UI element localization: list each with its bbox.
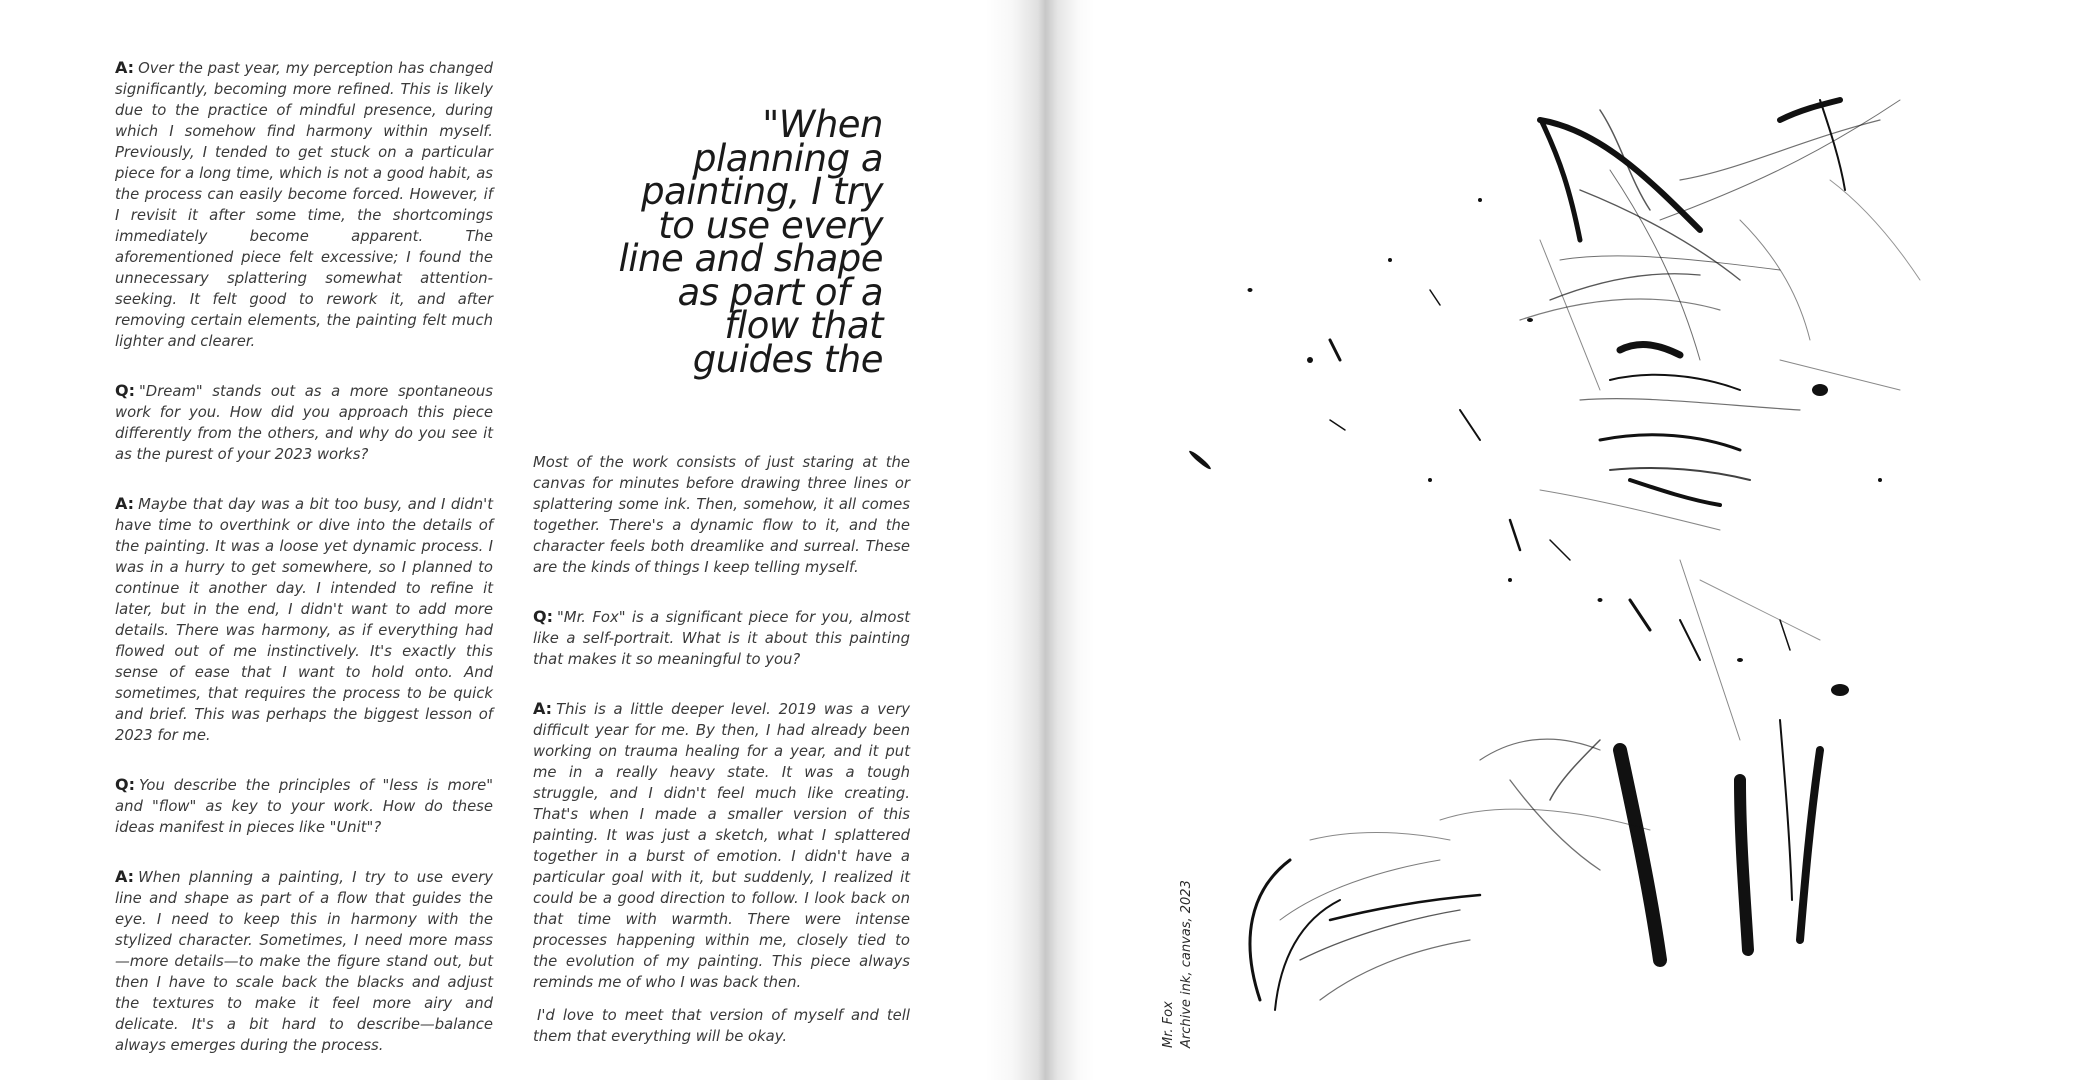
fox-body-strokes [1440,560,1820,960]
interview-paragraph [533,698,910,993]
fox-ink-painting [1180,60,2020,1060]
paragraph-text: When planning a painting, I try to use every line and shape as part of a flow that guides the eye. I need to keep this in harmony with the stylized character. Sometimes, I need more mass—more details—to make the figure stand out, but then I have to scale back the blacks and adjust the textures to make it feel more airy and delicate. It's a bit hard to describe—balance always emerges during the process. [115,869,493,1054]
interview-paragraph [115,380,493,465]
interview-column-left [115,57,493,1084]
interview-paragraph [115,57,493,352]
interview-paragraph [533,452,910,578]
left-page [0,0,1030,1080]
ink-splatters [1180,116,1882,696]
interview-paragraph [533,606,910,670]
interview-column-right [533,452,910,1075]
pull-quote: "When planning a painting, I try to use every line and shape as part of a flow that guides the [618,103,883,381]
question-label: Q: [533,607,553,626]
fox-head-strokes [1520,100,1920,390]
answer-label: A: [115,494,135,513]
answer-label: A: [115,867,135,886]
fox-face-strokes [1540,345,1900,530]
paragraph-text: Over the past year, my perception has changed significantly, becoming more refined. This is likely due to the practice of mindful presence, during which I somehow find harmony within myself. Previously, I tended to get stuck on a particular piece for a long time, which is not a good habit, as the process can easily become forced. However, if I revisit it after some time, the shortcomings immediately become apparent. The aforementioned piece felt excessive; I found the unnecessary splattering somewhat attention-seeking. It felt good to rework it, and after removing certain elements, the painting felt much lighter and clearer. [115,60,493,350]
answer-label: A: [533,699,553,718]
question-label: Q: [115,381,135,400]
interview-paragraph [115,774,493,838]
interview-paragraph [533,1005,910,1047]
paragraph-text: Most of the work consists of just staring at the canvas for minutes before drawing three lines or splattering some ink. Then, somehow, it all comes together. There's a dynamic flow to it, and the character feels both dreamlike and surreal. These are the kinds of things I keep telling myself. [533,454,910,576]
interview-paragraph [115,493,493,746]
answer-label: A: [115,58,135,77]
interview-paragraph [115,866,493,1056]
paragraph-text: "Dream" stands out as a more spontaneous work for you. How did you approach this piece differently from the others, and why do you see it as the purest of your 2023 works? [115,383,493,463]
artwork-title: Mr. Fox [1161,1001,1176,1048]
paragraph-text: I'd love to meet that version of myself and tell them that everything will be okay. [533,1007,910,1045]
fox-tail-strokes [1250,833,1480,1011]
question-label: Q: [115,775,135,794]
paragraph-text: You describe the principles of "less is more" and "flow" as key to your work. How do these ideas manifest in pieces like "Unit"? [115,777,493,836]
paragraph-text: This is a little deeper level. 2019 was a very difficult year for me. By then, I had already been working on trauma healing for a year, and it put me in a really heavy state. It was a tough struggle, and I didn't feel much like creating. That's when I made a smaller version of this painting. It was just a sketch, what I splattered together in a burst of emotion. I didn't have a particular goal with it, but suddenly, I realized it could be a good direction to follow. I look back on that time with warmth. There were intense processes happening within me, closely tied to the evolution of my painting. This piece always reminds me of who I was back then. [533,701,910,991]
paragraph-text: "Mr. Fox" is a significant piece for you, almost like a self-portrait. What is it about this painting that makes it so meaningful to you? [533,609,910,668]
paragraph-text: Maybe that day was a bit too busy, and I didn't have time to overthink or dive into the details of the painting. It was a loose yet dynamic process. I was in a hurry to get somewhere, so I planned to continue it another day. I intended to refine it later, but in the end, I didn't want to add more details. There was harmony, as if everything had flowed out of me instinctively. It's exactly this sense of ease that I want to hold onto. And sometimes, that requires the process to be quick and brief. This was perhaps the biggest lesson of 2023 for me. [115,496,493,744]
artwork-medium: Archive ink, canvas, 2023 [1179,880,1194,1048]
